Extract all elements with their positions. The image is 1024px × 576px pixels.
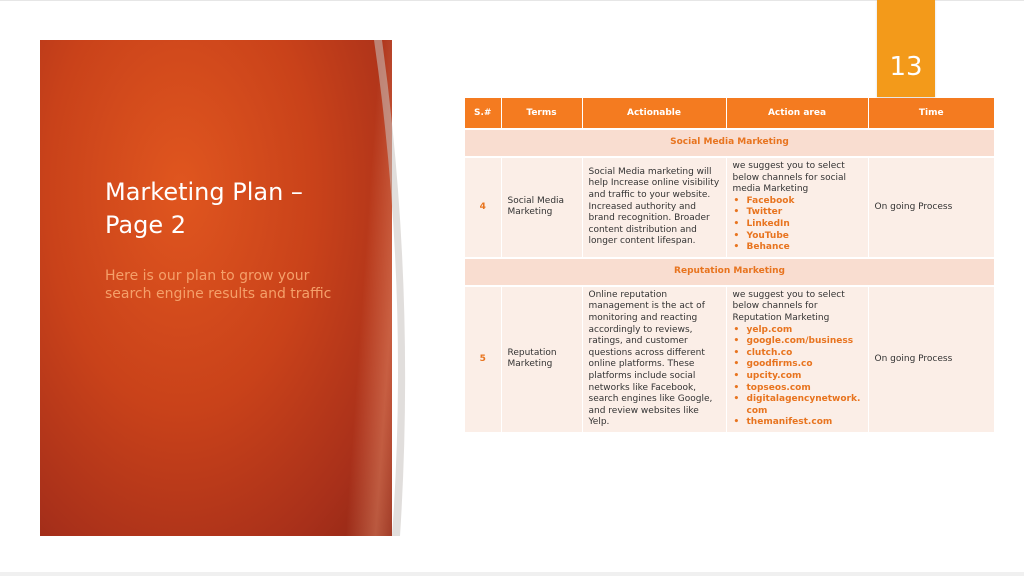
table-row xyxy=(465,157,994,258)
table-row xyxy=(465,286,994,432)
panel-curve-decoration xyxy=(370,38,415,538)
channel-item: • themanifest.com xyxy=(733,417,862,429)
slide-top-border xyxy=(0,0,1024,1)
row-actionable: Social Media marketing will help Increase online visibility and traffic to your website. Increased authority and brand recognition. Broader content distribution and longer content lifespan. xyxy=(582,157,726,258)
row-number: 5 xyxy=(465,286,501,432)
header-sno: S.# xyxy=(465,98,501,129)
row-time: On going Process xyxy=(868,157,994,258)
section-heading: Reputation Marketing xyxy=(465,258,994,286)
channel-item: • Behance xyxy=(733,242,862,254)
channel-item: • Twitter xyxy=(733,207,862,219)
section-row xyxy=(465,258,994,286)
action-area-intro: we suggest you to select below channels for Reputation Marketing xyxy=(732,289,845,323)
row-action-area xyxy=(726,157,868,258)
channel-list xyxy=(733,196,862,254)
channel-item: • digitalagencynetwork.com xyxy=(733,394,862,417)
channel-item: • upcity.com xyxy=(733,371,862,383)
header-terms: Terms xyxy=(501,98,582,129)
row-actionable: Online reputation management is the act of monitoring and reacting accordingly to reviews, ratings, and customer questions across different online platforms. These platforms include social networks like Facebook, search engines like Google, and review websites like Yelp. xyxy=(582,286,726,432)
channel-item: • clutch.co xyxy=(733,348,862,360)
row-number: 4 xyxy=(465,157,501,258)
row-term: Reputation Marketing xyxy=(501,286,582,432)
header-time: Time xyxy=(868,98,994,129)
row-action-area xyxy=(726,286,868,432)
slide-title: Marketing Plan – Page 2 xyxy=(105,178,303,239)
channel-list xyxy=(733,325,862,429)
page-number: 13 xyxy=(889,52,923,82)
channel-item: • google.com/business xyxy=(733,336,862,348)
channel-item: • YouTube xyxy=(733,231,862,243)
row-term: Social Media Marketing xyxy=(501,157,582,258)
row-time: On going Process xyxy=(868,286,994,432)
table-header-row xyxy=(465,98,994,129)
channel-item: • goodfirms.co xyxy=(733,359,862,371)
channel-item: • topseos.com xyxy=(733,383,862,395)
header-actionable: Actionable xyxy=(582,98,726,129)
marketing-plan-table xyxy=(465,98,994,432)
channel-item: • Facebook xyxy=(733,196,862,208)
action-area-intro: we suggest you to select below channels for social media Marketing xyxy=(732,161,847,195)
channel-item: • LinkedIn xyxy=(733,219,862,231)
section-row xyxy=(465,129,994,157)
slide-subtitle: Here is our plan to grow your search engine results and traffic xyxy=(105,268,332,302)
header-action-area: Action area xyxy=(726,98,868,129)
section-heading: Social Media Marketing xyxy=(465,129,994,157)
slide-bottom-border xyxy=(0,572,1024,576)
channel-item: • yelp.com xyxy=(733,325,862,337)
